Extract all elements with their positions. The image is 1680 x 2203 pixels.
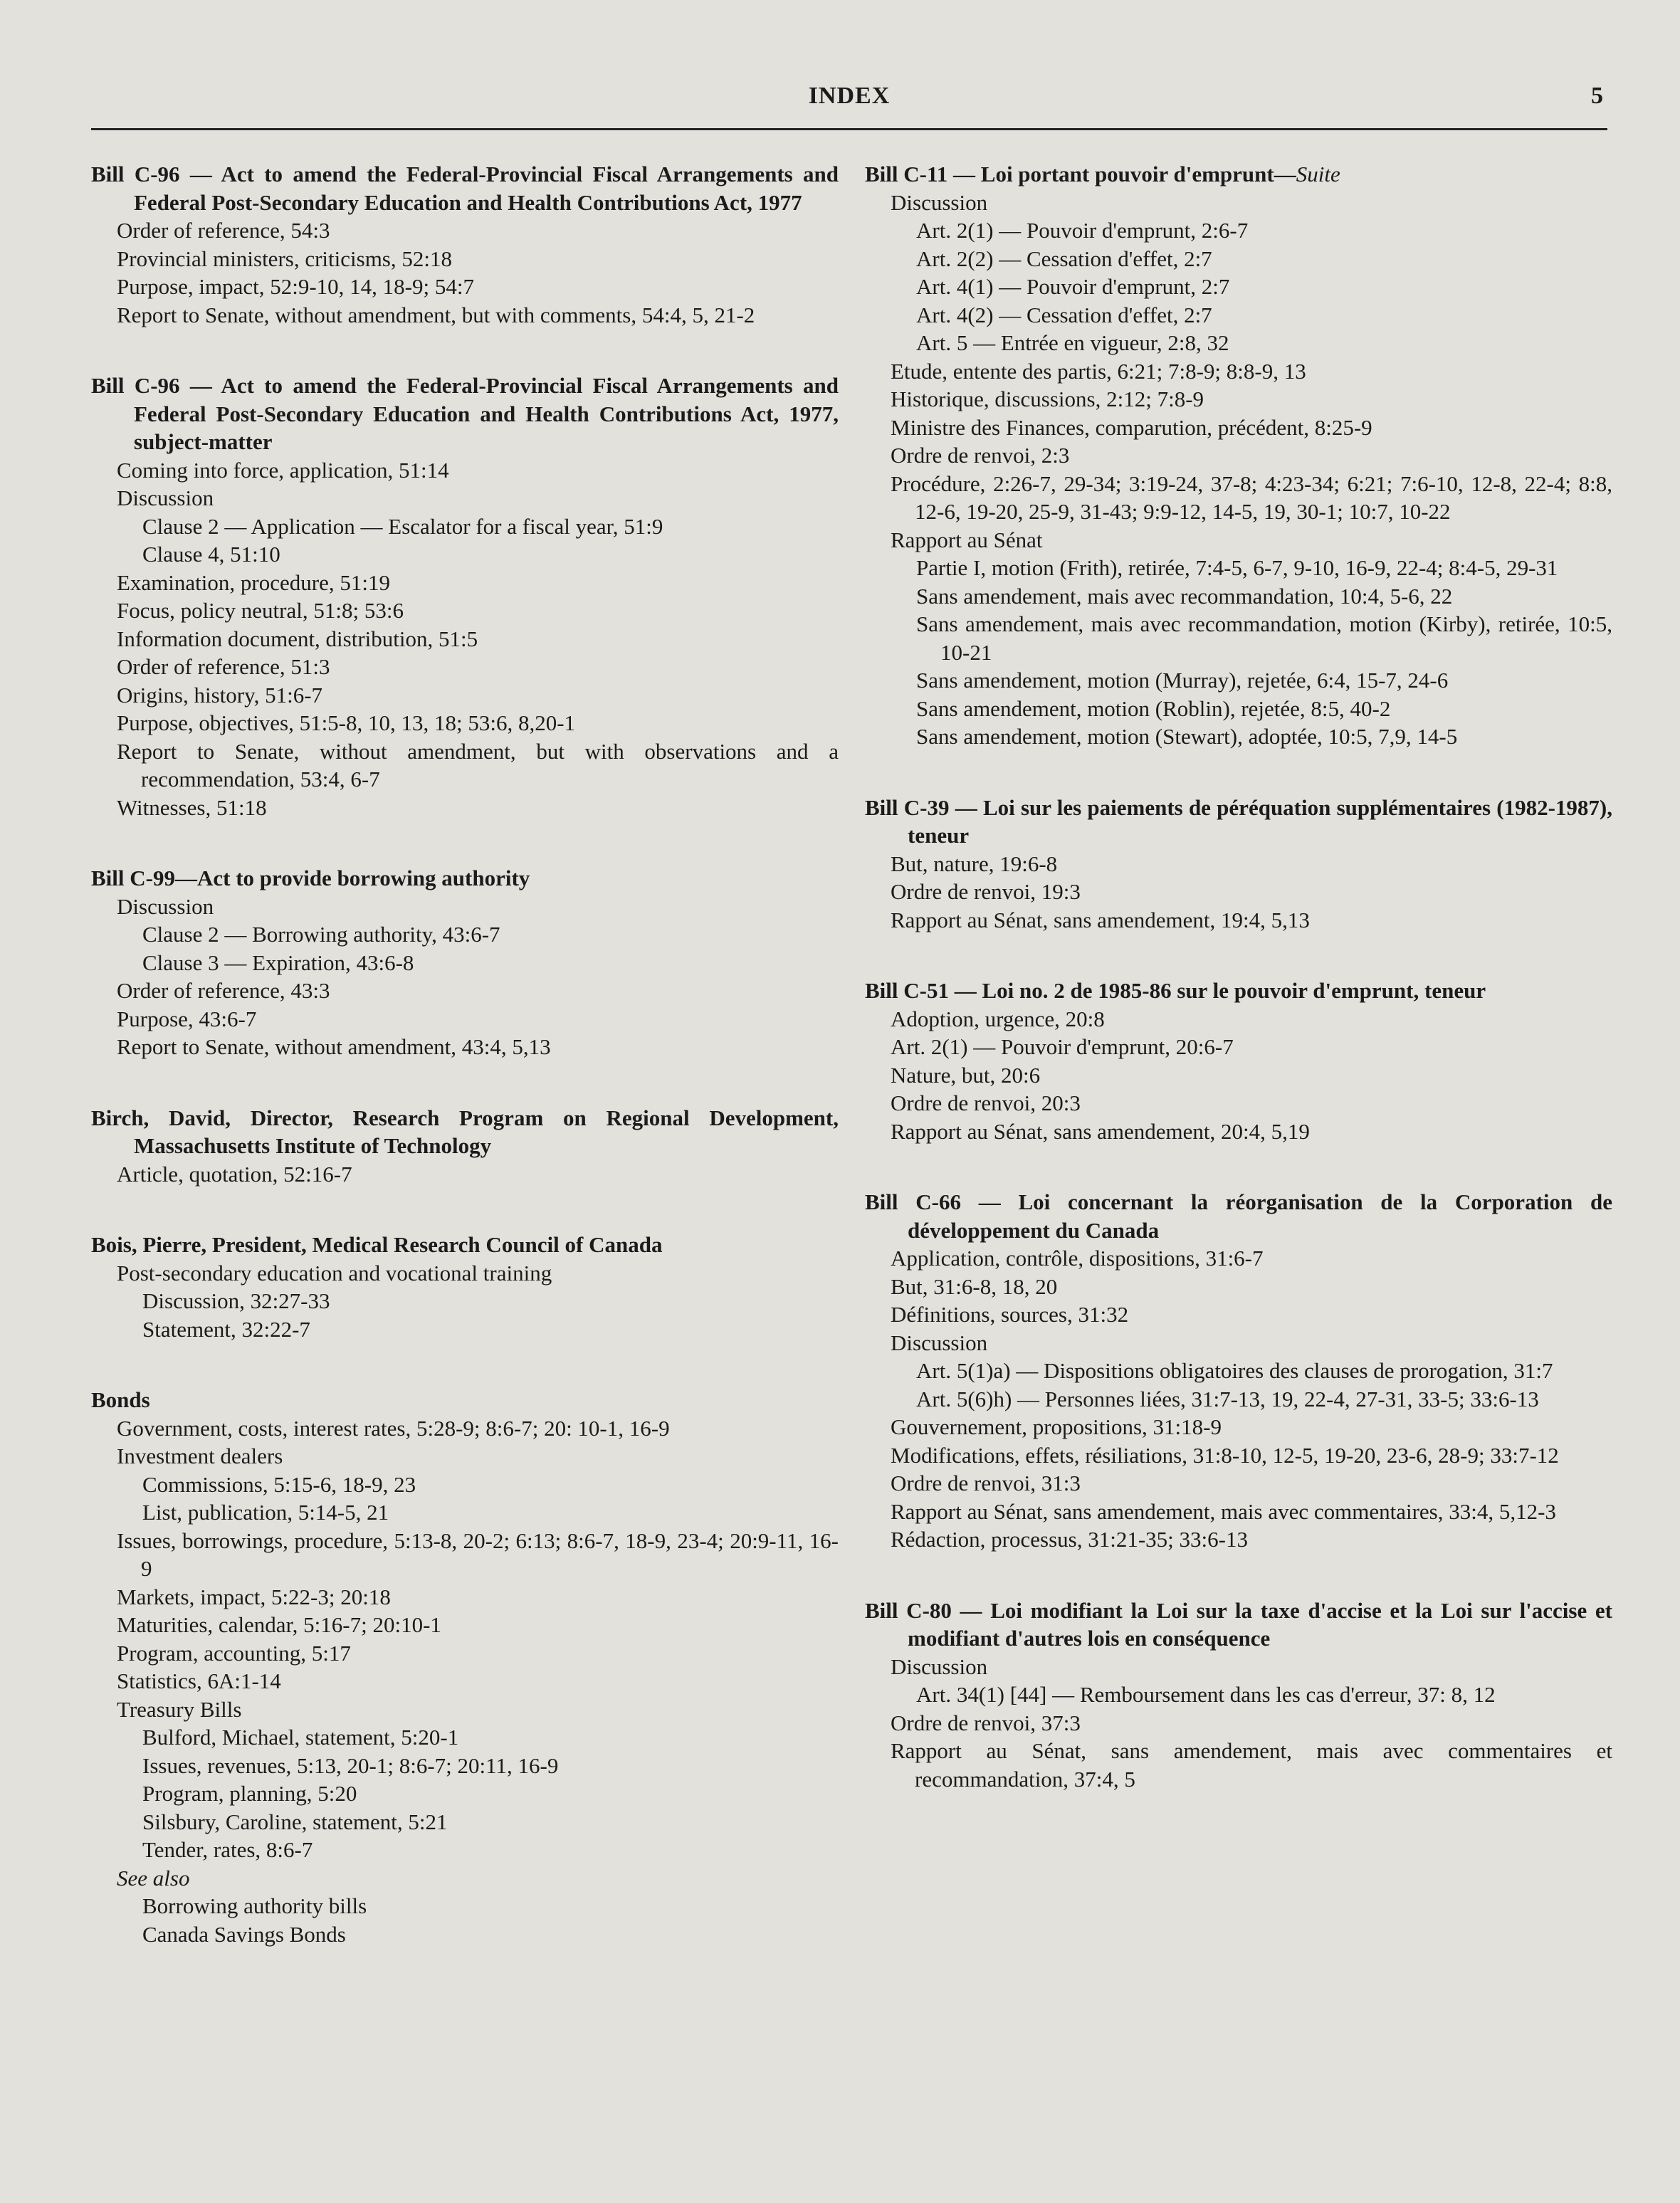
entry-line: Discussion [891,189,988,215]
entry-heading [91,1104,839,1160]
subentry-line: Sans amendement, mais avec recommandation, motion (Kirby), retirée, 10:5, 10-21 [916,611,1612,665]
entry-line: Article, quotation, 52:16-7 [117,1161,352,1187]
entry-heading-text: Bill C-66 — Loi concernant la réorganisation de la Corporation de développement du Canada [865,1189,1612,1243]
subentry-line: Clause 3 — Expiration, 43:6-8 [142,950,414,975]
entry-line: Issues, borrowings, procedure, 5:13-8, 20-2; 6:13; 8:6-7, 18-9, 23-4; 20:9-11, 16-9 [117,1528,839,1581]
index-entry [91,1231,839,1343]
subentry-line: Discussion, 32:27-33 [142,1288,330,1313]
entry-line: Purpose, impact, 52:9-10, 14, 18-9; 54:7 [117,274,474,299]
entry-heading [91,864,839,893]
entry-line: Order of reference, 51:3 [117,654,330,679]
entry-line: Program, accounting, 5:17 [117,1640,351,1666]
entry-line: Ordre de renvoi, 19:3 [891,879,1081,904]
entry-heading-text: Bill C-96 — Act to amend the Federal-Provincial Fiscal Arrangements and Federal Post-Secondary Education and Health Contributions Act, 1977 [91,162,839,215]
entry-line: Rapport au Sénat [891,527,1043,552]
entry-line: Art. 2(1) — Pouvoir d'emprunt, 20:6-7 [891,1034,1234,1059]
entry-heading [865,160,1612,189]
see-also-label: See also [117,1865,190,1891]
entry-line: Procédure, 2:26-7, 29-34; 3:19-24, 37-8; 4:23-34; 6:21; 7:6-10, 12-8, 22-4; 8:8, 12-6, 19-20, 25-9, 31-43; 9:9-12, 14-5, 19, 30-1; 10:7, 10-22 [891,470,1612,524]
entry-heading-text: Bois, Pierre, President, Medical Research Council of Canada [91,1232,663,1257]
entry-line: Discussion [117,893,214,919]
subentry-line: Program, planning, 5:20 [142,1781,357,1806]
entry-line: Report to Senate, without amendment, 43:4, 5,13 [117,1034,551,1059]
entry-line: Modifications, effets, résiliations, 31:8-10, 12-5, 19-20, 23-6, 28-9; 33:7-12 [891,1442,1559,1468]
subentry-line: Art. 4(2) — Cessation d'effet, 2:7 [916,302,1212,327]
entry-line: Maturities, calendar, 5:16-7; 20:10-1 [117,1612,441,1637]
subentry-line: Art. 2(1) — Pouvoir d'emprunt, 2:6-7 [916,218,1249,243]
entry-heading [865,794,1612,850]
subentry-line: Issues, revenues, 5:13, 20-1; 8:6-7; 20:11, 16-9 [142,1752,559,1778]
index-entry [91,160,839,329]
entry-line: Discussion [891,1330,988,1355]
subentry-line: Silsbury, Caroline, statement, 5:21 [142,1809,448,1834]
entry-heading [91,372,839,456]
subentry-line: Statement, 32:22-7 [142,1316,310,1342]
entry-line: Focus, policy neutral, 51:8; 53:6 [117,598,404,623]
entry-heading [865,977,1612,1005]
entry-line: Ordre de renvoi, 2:3 [891,443,1070,468]
entry-heading [91,160,839,216]
page-title: INDEX [808,83,891,109]
index-entry [865,160,1612,751]
entry-heading-text: Birch, David, Director, Research Program on Regional Development, Massachusetts Institute of Technology [91,1105,839,1158]
entry-line: Etude, entente des partis, 6:21; 7:8-9; 8:8-9, 13 [891,358,1306,384]
subentry-line: Bulford, Michael, statement, 5:20-1 [142,1725,459,1750]
entry-line: Order of reference, 43:3 [117,978,330,1003]
index-entry [865,977,1612,1145]
index-entry [91,1386,839,1948]
entry-line: But, 31:6-8, 18, 20 [891,1273,1058,1299]
entry-line: Statistics, 6A:1-14 [117,1668,281,1693]
entry-line: Rapport au Sénat, sans amendement, mais avec commentaires, 33:4, 5,12-3 [891,1498,1556,1524]
entry-line: Application, contrôle, dispositions, 31:6-7 [891,1246,1264,1271]
index-entry [865,1597,1612,1794]
entry-line: Ordre de renvoi, 20:3 [891,1090,1081,1115]
entry-line: Ordre de renvoi, 31:3 [891,1471,1081,1495]
right-column [865,160,1612,1793]
entry-heading-text: Bill C-39 — Loi sur les paiements de péréquation supplémentaires (1982-1987), teneur [865,794,1612,848]
entry-line: Purpose, 43:6-7 [117,1006,257,1031]
left-column [91,160,839,1948]
entry-line: Markets, impact, 5:22-3; 20:18 [117,1584,391,1609]
entry-line: Report to Senate, without amendment, but with observations and a recommendation, 53:4, 6-7 [117,738,839,792]
subentry-line: Clause 2 — Borrowing authority, 43:6-7 [142,922,500,947]
entry-line: Post-secondary education and vocational training [117,1260,552,1285]
entry-heading-text: Bill C-80 — Loi modifiant la Loi sur la taxe d'accise et la Loi sur l'accise et modifiant d'autres lois en conséquence [865,1597,1612,1651]
entry-line: Définitions, sources, 31:32 [891,1302,1129,1327]
entry-heading [865,1597,1612,1653]
entry-line: Adoption, urgence, 20:8 [891,1006,1105,1031]
entry-line: Witnesses, 51:18 [117,794,267,820]
subentry-line: Commissions, 5:15-6, 18-9, 23 [142,1471,416,1497]
subentry-line: Canada Savings Bonds [142,1921,346,1947]
subentry-line: Clause 2 — Application — Escalator for a fiscal year, 51:9 [142,513,663,539]
index-entry [865,1188,1612,1554]
entry-heading-text: Bill C-11 — Loi portant pouvoir d'emprunt— [865,162,1296,186]
subentry-line: Art. 5(6)h) — Personnes liées, 31:7-13, 19, 22-4, 27-31, 33-5; 33:6-13 [916,1386,1539,1411]
entry-line: Provincial ministers, criticisms, 52:18 [117,246,452,271]
entry-heading [91,1231,839,1259]
subentry-line: List, publication, 5:14-5, 21 [142,1500,389,1525]
entry-line: Gouvernement, propositions, 31:18-9 [891,1414,1222,1439]
subentry-line: Borrowing authority bills [142,1893,367,1918]
subentry-line: Clause 4, 51:10 [142,542,280,567]
entry-line: Ministre des Finances, comparution, précédent, 8:25-9 [891,414,1372,440]
entry-heading [91,1386,839,1414]
subentry-line: Sans amendement, motion (Stewart), adoptée, 10:5, 7,9, 14-5 [916,724,1458,749]
subentry-line: Sans amendement, motion (Murray), rejetée, 6:4, 15-7, 24-6 [916,668,1449,693]
subentry-line: Sans amendement, motion (Roblin), rejetée, 8:5, 40-2 [916,695,1391,721]
entry-line: Investment dealers [117,1444,283,1468]
page-number: 5 [1591,83,1603,109]
entry-heading-text: Bill C-99—Act to provide borrowing authority [91,866,530,890]
entry-line: Government, costs, interest rates, 5:28-9; 8:6-7; 20: 10-1, 16-9 [117,1415,670,1441]
subentry-line: Tender, rates, 8:6-7 [142,1837,313,1862]
entry-heading-text: Bill C-96 — Act to amend the Federal-Provincial Fiscal Arrangements and Federal Post-Secondary Education and Health Contributions Act, 1977, subject-matter [91,373,839,454]
index-entry [91,1104,839,1189]
subentry-line: Art. 4(1) — Pouvoir d'emprunt, 2:7 [916,274,1230,299]
entry-line: Discussion [117,485,214,510]
subentry-line: Art. 5(1)a) — Dispositions obligatoires des clauses de prorogation, 31:7 [916,1358,1553,1383]
entry-line: Report to Senate, without amendment, but with comments, 54:4, 5, 21-2 [117,302,755,327]
entry-heading-text: Bonds [91,1387,150,1412]
entry-line: Ordre de renvoi, 37:3 [891,1710,1081,1735]
entry-line: Order of reference, 54:3 [117,218,330,243]
entry-line: Coming into force, application, 51:14 [117,457,449,483]
entry-heading [865,1188,1612,1244]
entry-line: Nature, but, 20:6 [891,1062,1041,1088]
index-entry [91,864,839,1061]
entry-line: Information document, distribution, 51:5 [117,626,478,651]
entry-heading-text: Bill C-51 — Loi no. 2 de 1985-86 sur le pouvoir d'emprunt, teneur [865,978,1486,1003]
subentry-line: Partie I, motion (Frith), retirée, 7:4-5, 6-7, 9-10, 16-9, 22-4; 8:4-5, 29-31 [916,555,1558,580]
subentry-line: Sans amendement, mais avec recommandation, 10:4, 5-6, 22 [916,583,1453,609]
entry-line: Discussion [891,1653,988,1679]
entry-line: Treasury Bills [117,1696,242,1722]
index-entry [91,372,839,821]
entry-line: Rapport au Sénat, sans amendement, mais avec commentaires et recommandation, 37:4, 5 [891,1738,1612,1792]
entry-line: Historique, discussions, 2:12; 7:8-9 [891,387,1204,411]
index-entry [865,794,1612,935]
entry-line: Purpose, objectives, 51:5-8, 10, 13, 18; 53:6, 8,20-1 [117,710,576,735]
subentry-line: Art. 34(1) [44] — Remboursement dans les cas d'erreur, 37: 8, 12 [916,1682,1496,1707]
entry-line: Origins, history, 51:6-7 [117,682,323,708]
entry-line: Rapport au Sénat, sans amendement, 20:4, 5,19 [891,1118,1310,1144]
entry-line: Rédaction, processus, 31:21-35; 33:6-13 [891,1527,1248,1552]
entry-line: But, nature, 19:6-8 [891,851,1058,876]
entry-heading-suffix: Suite [1296,162,1340,186]
subentry-line: Art. 5 — Entrée en vigueur, 2:8, 32 [916,330,1229,355]
entry-line: Rapport au Sénat, sans amendement, 19:4, 5,13 [891,907,1310,932]
entry-line: Examination, procedure, 51:19 [117,569,390,595]
subentry-line: Art. 2(2) — Cessation d'effet, 2:7 [916,246,1212,271]
page-header [91,77,1607,130]
